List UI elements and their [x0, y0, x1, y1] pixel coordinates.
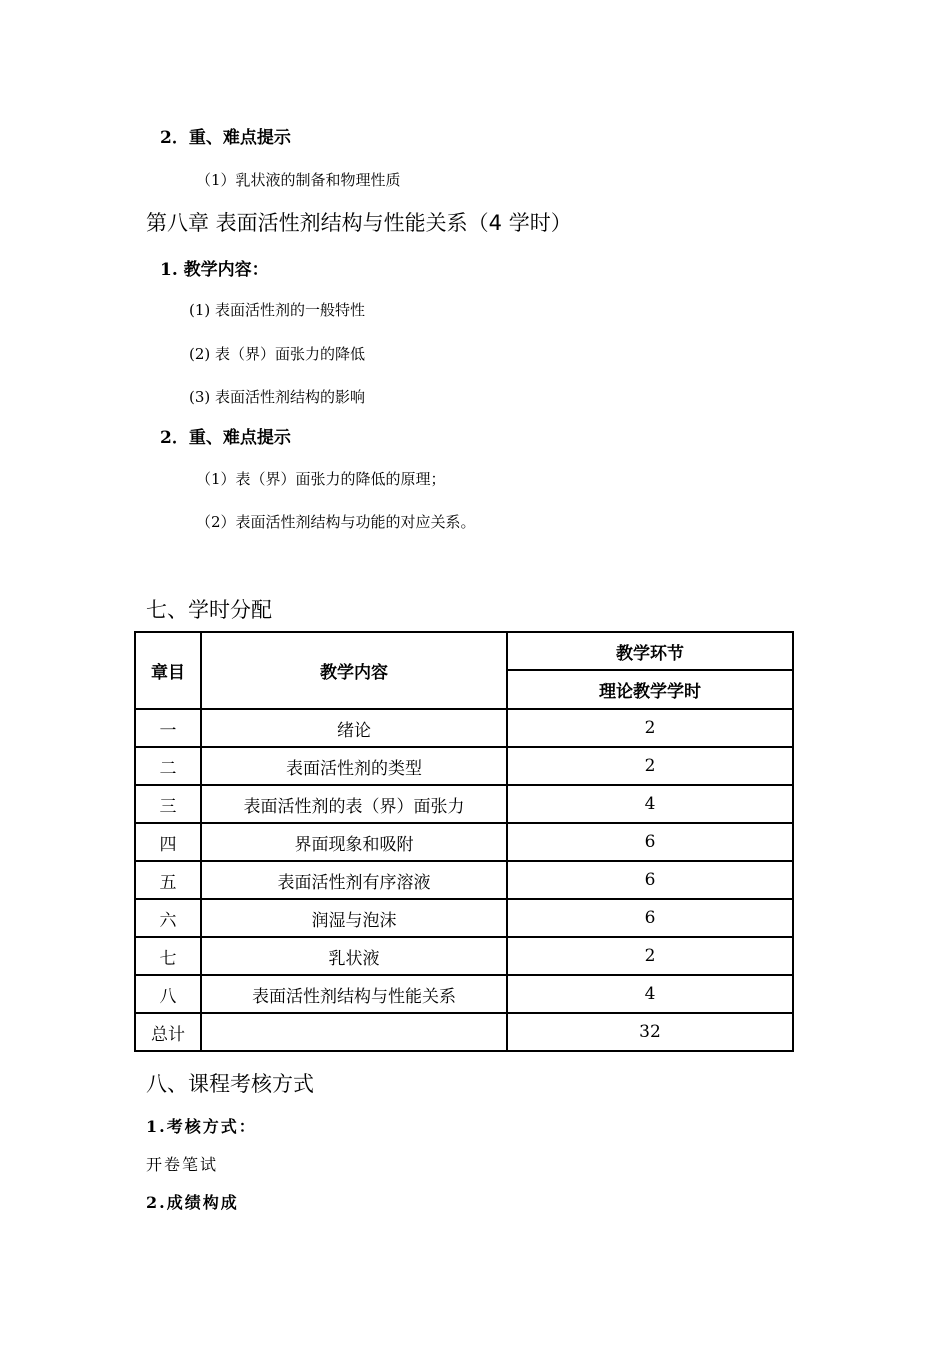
row-chapter: 一: [135, 709, 201, 747]
ch8-content-item-2: (2) 表（界）面张力的降低: [189, 345, 366, 363]
ch8-key-heading: 2．重、难点提示: [160, 428, 291, 448]
ch8-content-item-1: (1) 表面活性剂的一般特性: [189, 301, 366, 319]
header-chapter: 章目: [135, 632, 201, 709]
row-chapter: 七: [135, 937, 201, 975]
ch7-key-heading: 2．重、难点提示: [160, 128, 291, 148]
total-row: [135, 1013, 793, 1051]
row-chapter: 六: [135, 899, 201, 937]
table-row: [135, 785, 793, 823]
row-content: 表面活性剂结构与性能关系: [201, 975, 507, 1013]
row-hours: 4: [507, 785, 793, 823]
header-teaching-section: 教学环节: [507, 632, 793, 670]
table-row: [135, 709, 793, 747]
row-content: 表面活性剂有序溶液: [201, 861, 507, 899]
row-hours: 4: [507, 975, 793, 1013]
table-row: [135, 937, 793, 975]
row-chapter: 五: [135, 861, 201, 899]
row-content: 绪论: [201, 709, 507, 747]
row-hours: 6: [507, 823, 793, 861]
ch8-content-heading: 1. 教学内容：: [160, 260, 269, 280]
table-row: [135, 975, 793, 1013]
grade-composition-heading: 2.成绩构成: [146, 1193, 239, 1212]
hours-table: [134, 631, 794, 1052]
row-chapter: 八: [135, 975, 201, 1013]
table-row: [135, 899, 793, 937]
total-content: [201, 1013, 507, 1051]
ch8-key-item-2: （2）表面活性剂结构与功能的对应关系。: [196, 513, 476, 531]
chapter-8-title: 第八章 表面活性剂结构与性能关系（4 学时）: [146, 211, 572, 235]
assessment-method-heading: 1.考核方式：: [146, 1117, 257, 1136]
table-row: [135, 861, 793, 899]
row-content: 表面活性剂的类型: [201, 747, 507, 785]
section-7-title: 七、学时分配: [146, 598, 272, 622]
row-hours: 2: [507, 747, 793, 785]
ch7-key-item-1: （1）乳状液的制备和物理性质: [196, 171, 401, 189]
row-chapter: 四: [135, 823, 201, 861]
row-chapter: 二: [135, 747, 201, 785]
row-content: 表面活性剂的表（界）面张力: [201, 785, 507, 823]
table-row: [135, 823, 793, 861]
row-content: 乳状液: [201, 937, 507, 975]
table-row: [135, 747, 793, 785]
row-hours: 6: [507, 861, 793, 899]
row-content: 界面现象和吸附: [201, 823, 507, 861]
row-hours: 6: [507, 899, 793, 937]
assessment-method-value: 开卷笔试: [146, 1155, 219, 1174]
row-content: 润湿与泡沫: [201, 899, 507, 937]
header-content: 教学内容: [201, 632, 507, 709]
section-8-title: 八、课程考核方式: [146, 1072, 314, 1096]
ch8-content-item-3: (3) 表面活性剂结构的影响: [189, 388, 366, 406]
row-hours: 2: [507, 709, 793, 747]
row-hours: 2: [507, 937, 793, 975]
ch8-key-item-1: （1）表（界）面张力的降低的原理；: [196, 470, 446, 488]
total-label: 总计: [135, 1013, 201, 1051]
total-hours: 32: [507, 1013, 793, 1051]
row-chapter: 三: [135, 785, 201, 823]
header-theory-hours: 理论教学学时: [507, 670, 793, 709]
